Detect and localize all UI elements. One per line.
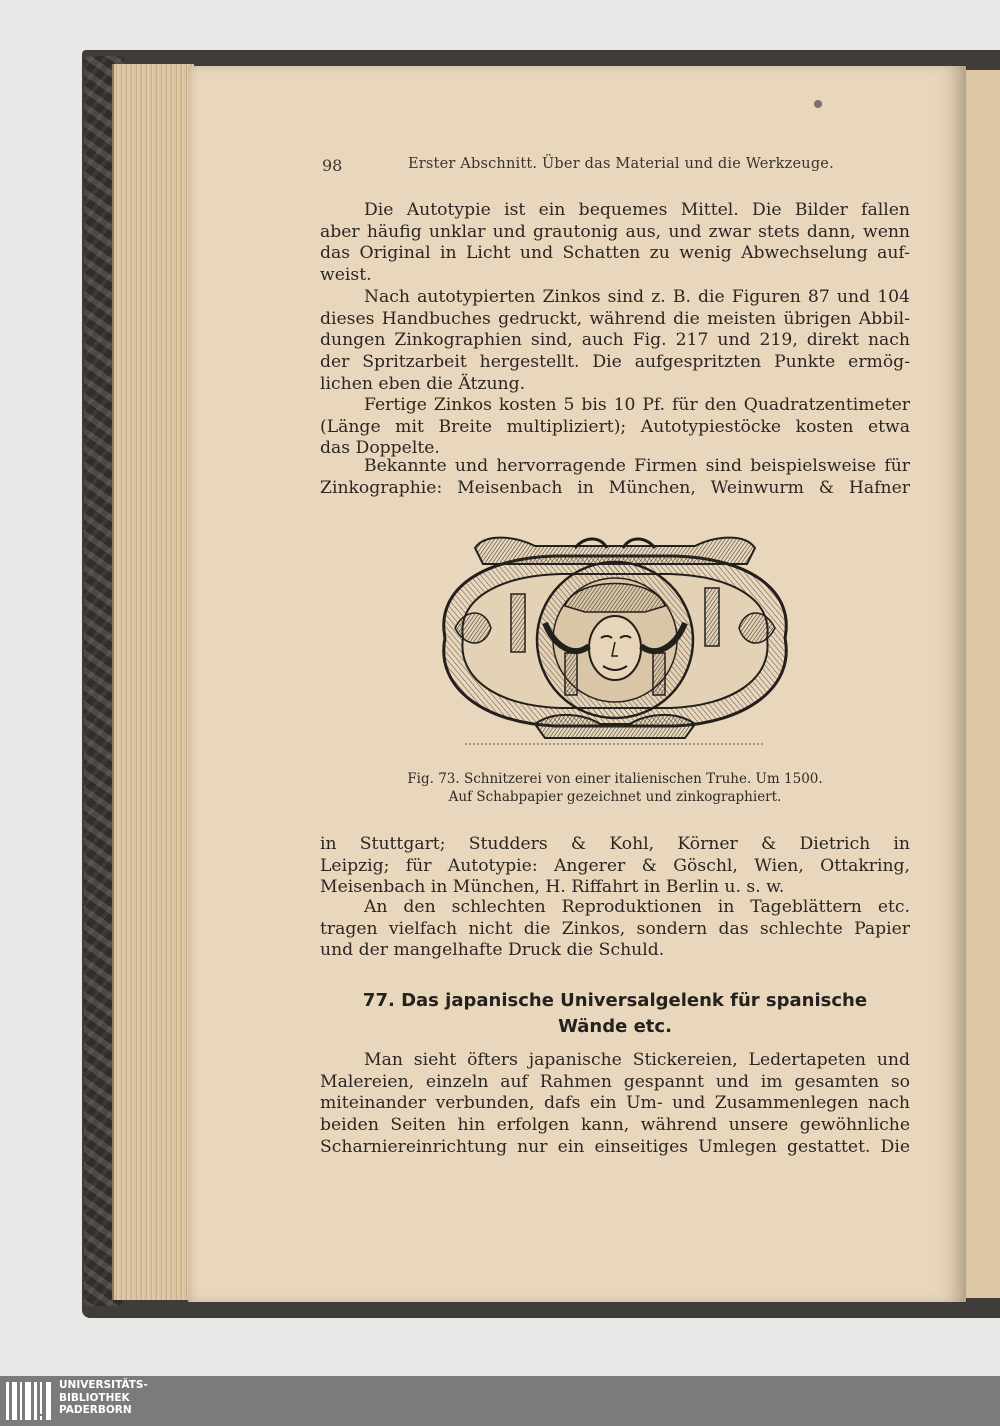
- text-line: das Doppelte.: [320, 438, 440, 459]
- page-block-edges: [112, 64, 194, 1300]
- text-line: lichen eben die Ätzung.: [320, 373, 526, 394]
- caption-line: Auf Schabpapier gezeichnet und zinkographiert.: [448, 789, 782, 805]
- text-line: miteinander verbunden, dafs ein Um- und Zusammenlegen nach: [320, 1093, 910, 1114]
- text-line: tragen vielfach nicht die Zinkos, sondern das schlechte Papier: [320, 918, 910, 939]
- library-footer-bar: [0, 1376, 1000, 1426]
- text-line: Meisenbach in München, H. Riffahrt in Berlin u. s. w.: [320, 877, 785, 898]
- paragraph-stickereien: [320, 1050, 910, 1158]
- logo-line: BIBLIOTHEK: [59, 1391, 130, 1404]
- section-heading-line1: [320, 988, 910, 1014]
- library-logo-text: [59, 1379, 148, 1417]
- library-logo-icon: [6, 1380, 54, 1422]
- text-line: und der mangelhafte Druck die Schuld.: [320, 940, 665, 961]
- text-line: dungen Zinkographien sind, auch Fig. 217 und 219, direkt nach: [320, 330, 910, 351]
- facing-page-edge: [960, 70, 1000, 1298]
- text-line: der Spritzarbeit hergestellt. Die aufgespritzten Punkte ermög-: [320, 352, 910, 373]
- text-line: Malereien, einzeln auf Rahmen gespannt und im gesamten so: [320, 1071, 910, 1092]
- text-line: Man sieht öfters japanische Stickereien, Ledertapeten und: [364, 1050, 910, 1070]
- section-title-line1: Das japanische Universalgelenk für spanische: [401, 990, 868, 1011]
- paragraph-zinkos: [320, 287, 910, 395]
- text-line: in Stuttgart; Studders & Kohl, Körner & Dietrich in: [320, 834, 910, 854]
- paragraph-firmen-fortsetzung: [320, 834, 910, 899]
- running-title: Erster Abschnitt. Über das Material und die Werkzeuge.: [408, 156, 834, 172]
- text-line: weist.: [320, 265, 372, 286]
- logo-line: UNIVERSITÄTS-: [59, 1379, 148, 1391]
- text-line: An den schlechten Reproduktionen in Tageblättern etc.: [364, 897, 910, 917]
- paragraph-preise: [320, 395, 910, 460]
- text-line: Bekannte und hervorragende Firmen sind beispielsweise für: [364, 456, 910, 476]
- text-line: das Original in Licht und Schatten zu wenig Abwechselung auf-: [320, 243, 910, 264]
- text-line: Die Autotypie ist ein bequemes Mittel. Die Bilder fallen: [364, 200, 910, 220]
- text-line: Fertige Zinkos kosten 5 bis 10 Pf. für den Quadratzentimeter: [364, 395, 910, 415]
- text-line: (Länge mit Breite multipliziert); Autotypiestöcke kosten etwa: [320, 416, 910, 437]
- text-line: Nach autotypierten Zinkos sind z. B. die Figuren 87 und 104: [364, 287, 910, 307]
- section-heading: [320, 988, 910, 1040]
- text-line: Scharniereinrichtung nur ein einseitiges Umlegen gestattet. Die: [320, 1136, 910, 1157]
- paragraph-firmen: [320, 456, 910, 499]
- carved-chest-engraving: [425, 528, 805, 754]
- section-number: 77.: [362, 990, 395, 1011]
- text-line: aber häufig unklar und grautonig aus, und zwar stets dann, wenn: [320, 221, 910, 242]
- page-number: 98: [322, 156, 343, 175]
- running-header: [322, 156, 910, 178]
- ink-spot: [814, 100, 822, 108]
- text-line: dieses Handbuches gedruckt, während die meisten übrigen Abbil-: [320, 308, 910, 329]
- logo-line: PADERBORN: [59, 1404, 132, 1416]
- carving-illustration: [425, 528, 805, 754]
- text-line: beiden Seiten hin erfolgen kann, während unsere gewöhnliche: [320, 1115, 910, 1136]
- section-title-line2: Wände etc.: [558, 1016, 672, 1037]
- paragraph-autotypie: [320, 200, 910, 287]
- figure-caption: [320, 770, 910, 806]
- text-line: Leipzig; für Autotypie: Angerer & Göschl, Wien, Ottakring,: [320, 855, 910, 876]
- paragraph-reproduktionen: [320, 897, 910, 962]
- caption-line: Fig. 73. Schnitzerei von einer italienischen Truhe. Um 1500.: [407, 771, 823, 787]
- text-line: Zinkographie: Meisenbach in München, Weinwurm & Hafner: [320, 477, 910, 498]
